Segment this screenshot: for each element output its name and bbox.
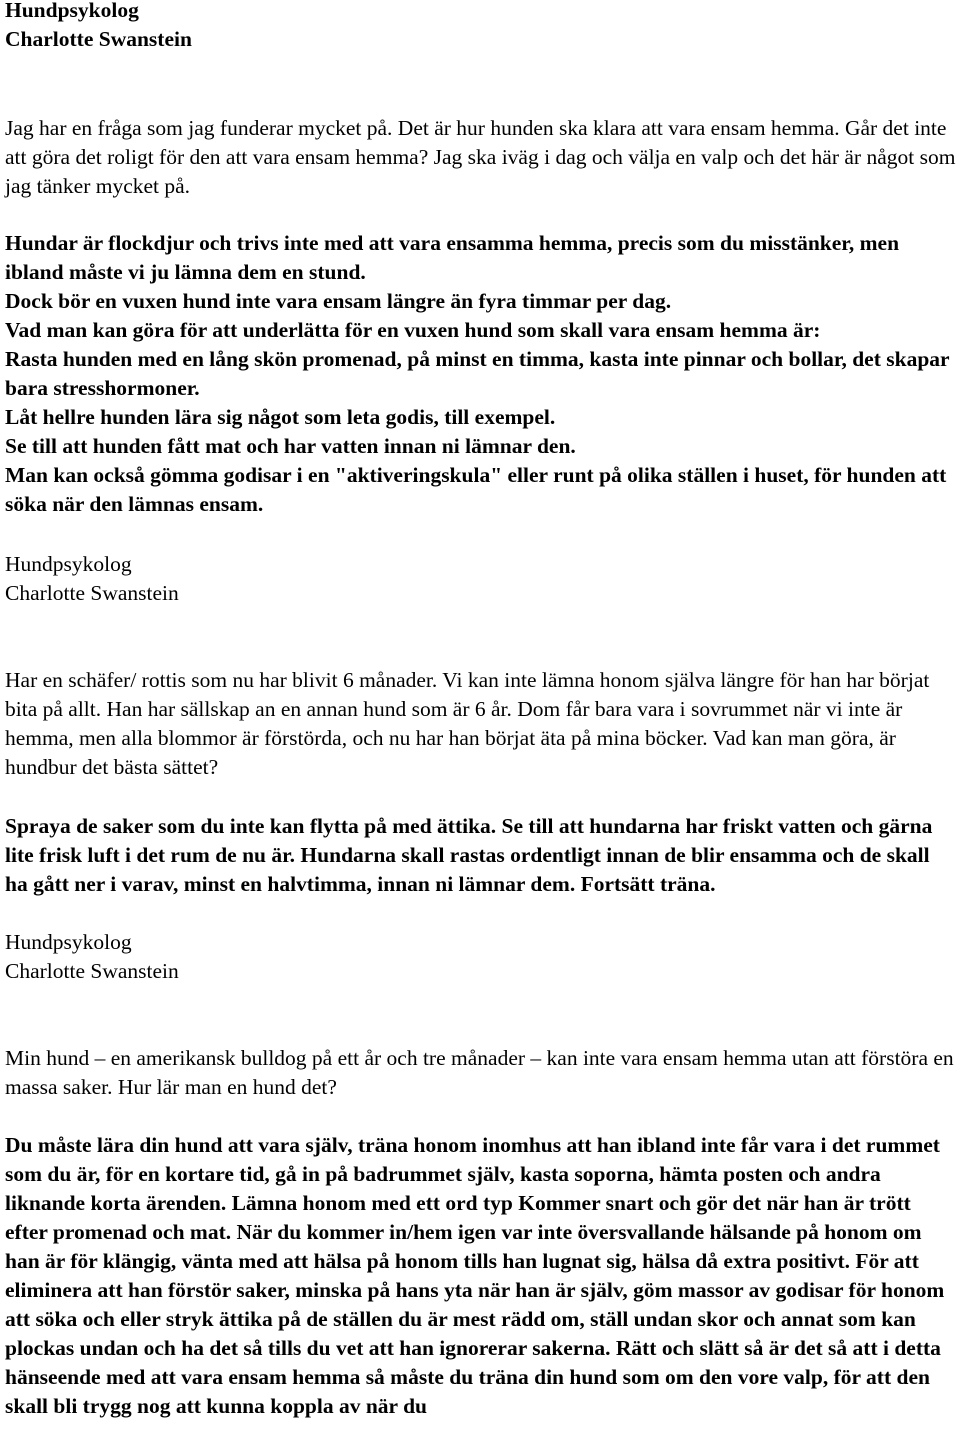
signature-title: Hundpsykolog <box>5 552 132 576</box>
signature-1 <box>5 550 179 608</box>
signature-top <box>5 0 192 54</box>
answer-paragraph: Låt hellre hunden lära sig något som leta godis, till exempel. <box>5 405 556 429</box>
question-3 <box>5 1044 957 1102</box>
signature-title: Hundpsykolog <box>5 0 139 22</box>
question-text: Har en schäfer/ rottis som nu har blivit 6 månader. Vi kan inte lämna honom själva längre för han har börjat bita på allt. Han har sällskap an en annan hund som är 6 år. Dom får bara vara i sovrummet när vi inte är hemma, men alla blommor är förstörda, och nu har han börjat äta på mina böcker. Vad kan man göra, är hundbur det bästa sättet? <box>5 668 930 779</box>
answer-paragraph: Du måste lära din hund att vara själv, träna honom inomhus att han ibland inte får vara i det rummet som du är, för en kortare tid, gå in på badrummet själv, kasta soporna, hämta posten och andra liknande korta ärenden. Lämna honom med ett ord typ Kommer snart och gör det när han är trött efter promenad och mat. När du kommer in/hem igen var inte översvallande hälsande på honom om han är för klängig, vänta med att hälsa på honom tills han lugnat sig, hälsa då extra positivt. För att eliminera att han förstör saker, minska på hans yta när han är själv, göm massor av godisar för honom att söka och eller stryk ättika på de ställen du är mest rädd om, ställ undan skor och annat som kan plockas undan och ha det så tills du vet att han ignorerar sakerna. Rätt och slätt så är det så att i detta hänseende med att vara ensam hemma så måste du träna din hund som om den vore valp, för att den skall bli trygg nog att kunna koppla av när du <box>5 1133 945 1418</box>
question-text: Jag har en fråga som jag funderar mycket på. Det är hur hunden ska klara att vara ensam hemma. Går det inte att göra det roligt för den att vara ensam hemma? Jag ska iväg i dag och välja en valp och det här är något som jag tänker mycket på. <box>5 116 956 198</box>
signature-name: Charlotte Swanstein <box>5 27 192 51</box>
question-text: Min hund – en amerikansk bulldog på ett år och tre månader – kan inte vara ensam hemma utan att förstöra en massa saker. Hur lär man en hund det? <box>5 1046 954 1099</box>
answer-paragraph: Hundar är flockdjur och trivs inte med att vara ensamma hemma, precis som du misstänker, men ibland måste vi ju lämna dem en stund. <box>5 231 900 284</box>
answer-1 <box>5 229 957 519</box>
answer-2 <box>5 812 957 899</box>
answer-paragraph: Spraya de saker som du inte kan flytta på med ättika. Se till att hundarna har friskt vatten och gärna lite frisk luft i det rum de nu är. Hundarna skall rastas ordentligt innan de blir ensamma och de skall ha gått ner i varav, minst en halvtimma, innan ni lämnar dem. Fortsätt träna. <box>5 814 933 896</box>
question-1 <box>5 114 957 201</box>
signature-title: Hundpsykolog <box>5 930 132 954</box>
signature-2 <box>5 928 179 986</box>
answer-paragraph: Vad man kan göra för att underlätta för en vuxen hund som skall vara ensam hemma är: <box>5 318 821 342</box>
answer-3 <box>5 1131 957 1421</box>
signature-name: Charlotte Swanstein <box>5 959 179 983</box>
answer-paragraph: Se till att hunden fått mat och har vatten innan ni lämnar den. <box>5 434 576 458</box>
question-2 <box>5 666 957 782</box>
answer-paragraph: Rasta hunden med en lång skön promenad, på minst en timma, kasta inte pinnar och bollar, det skapar bara stresshormoner. <box>5 347 950 400</box>
answer-paragraph: Dock bör en vuxen hund inte vara ensam längre än fyra timmar per dag. <box>5 289 672 313</box>
answer-paragraph: Man kan också gömma godisar i en "aktiveringskula" eller runt på olika ställen i huset, för hunden att söka när den lämnas ensam. <box>5 463 947 516</box>
signature-name: Charlotte Swanstein <box>5 581 179 605</box>
